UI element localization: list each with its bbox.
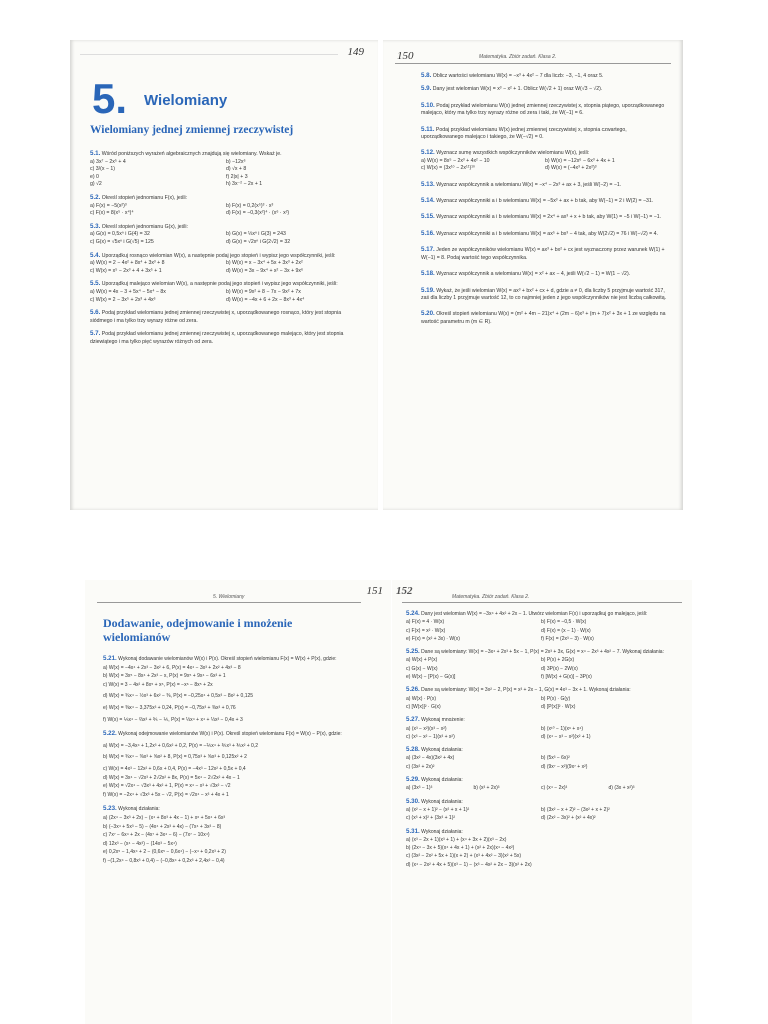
exercise-list — [90, 150, 362, 351]
exercise-5-22: 5.22. Wykonaj odejmowanie wielomianów W(x) i P(x). Określ stopień wielomianu F(x) = W(x) − P(x), gdzie: a) W(x) = −3,4x⁴ + 1,2x³ + 0,6x² + 0,2, P(x) = −⅖x⁴ + ⅗x³ + ⅗x² + 0,2 b) W(x) = ¾x⁴ − ⅜x³ + ⅝x² + 8, P(x) = 0,75x³ + ⅝x³ + 0,125x² + 2 c) W(x) = 4x³ − 12x² + 0,6x + 0,4, P(x) = −4x³ − 12x² + 0,5x + 0,4 d) W(x) = 3x⁴ − √2x³ + 2√2x² + 8x, P(x) = 5x⁴ − 2√2x² + 4x − 1 e) W(x) = √2x⁴ − √3x³ + 4x² + 1, P(x) = x⁴ − x³ + √3x² − √2 f) W(x) = −2x⁴ + √3x³ + 5x − √2, P(x) = √2x⁴ − x³ + 4x + 1 — [103, 730, 342, 798]
exercise-5-8: 5.8. Oblicz wartości wielomianu W(x) = −x³ + 4x² − 7 dla liczb: −3, −1, 4 oraz 5. — [421, 72, 604, 79]
page-number: 150 — [397, 50, 414, 62]
chapter-title: Wielomiany — [144, 92, 228, 109]
page-150 — [383, 40, 683, 510]
exercise-5-2: 5.2. Określ stopień jednomianu F(x), jeśli: a) F(x) = −5(x²)³ b) F(x) = 0,2(x⁵)³ · x³ c) F(x) = 8(x⁵ · x⁴)⁴ d) F(x) = −0,3(x²)⁴ · (x⁶ · x²) — [90, 193, 290, 217]
page-151 — [85, 580, 391, 1024]
exercise-5-4: 5.4. Uporządkuj rosnąco wielomian W(x), a następnie podaj jego stopień i wypisz jego współczynniki, jeśli: a) W(x) = 2 − 4x² + 8x⁴ + 3x³ + 8 b) W(x) = x − 3x⁴ + 5x + 3x³ + 2x² c) W(x) = x⁵ − 2x³ + 4 + 3x⁵ + 1 d) W(x) = 3x − 9x⁴ + x² − 3x + 9x⁶ — [90, 251, 336, 274]
exercise-5-10: 5.10. Podaj przykład wielomianu W(x) jednej zmiennej rzeczywistej x, stopnia piątego, uporządkowanego malejąco, który ma tylko trzy wyrazy różne od zera i taki, że W(−1) = 6. — [421, 101, 665, 117]
page-number: 149 — [347, 46, 364, 58]
exercise-5-1: 5.1. Wśród poniższych wyrażeń algebraicznych znajdują się wielomiany. Wskaż je. a) 3x⁷ − 2x⁵ + 4 b) −12x⁶ c) 3/(x − 1) d) √x + 8 e) 0 f) 2|x| + 3 g) √2 h) 3x⁻² − 2x + 1 — [90, 150, 282, 188]
page-149 — [70, 40, 378, 510]
exercise-5-26: 5.26. Dane są wielomiany: W(x) = 3x² − 2, P(x) = x³ + 2x − 1, G(x) = 4x³ − 3x + 1. Wykonaj działania: a) W(x) · P(x) b) P(x) · G(y) c) [W(x)]² · G(x) d) [P(x)]² · W(x) — [406, 686, 631, 710]
exercise-5-19: 5.19. Wykaż, że jeśli wielomian W(x) = ax³ + bx² + cx + d, gdzie a ≠ 0, dla liczby 5 przyjmuje wartość 317, zaś dla liczby 1 przyjmuje wartość 12, to co najmniej jeden z jego współczynników nie jest liczbą całkowitą. — [421, 286, 667, 301]
exercise-5-11: 5.11. Podaj przykład wielomianu W(x) jednej zmiennej rzeczywistej x, stopnia czwartego, uporządkowanego malejąco i takiego, że W(−√2) = 0. — [421, 125, 627, 141]
exercise-5-3: 5.3. Określ stopień jednomianu G(x), jeśli: a) G(x) = 0,5xⁿ i G(4) = 32 b) G(x) = ⅓xⁿ i G(3) = 243 c) G(x) = √5xⁿ i G(√5) = 125 d) G(x) = √2xⁿ i G(2√2) = 32 — [90, 222, 291, 245]
section-title: Dodawanie, odejmowanie i mnożenie wielomianów — [103, 616, 293, 644]
exercise-5-29: 5.29. Wykonaj działania: a) (3x³ − 1)³ b) (x³ + 2x)³ c) (x⁴ − 2x)³ d) (3x + x²)³ — [406, 776, 635, 792]
exercise-5-15: 5.15. Wyznacz współczynniki a i b wielomianu W(x) = 2x⁴ + ax³ + x + b tak, aby W(1) = −5 i W(−1) = −1. — [421, 213, 662, 221]
page-number: 152 — [396, 585, 413, 597]
header-rule — [402, 602, 682, 603]
exercise-5-16: 5.16. Wyznacz współczynniki a i b wielomianu W(x) = ax⁵ + bx³ − 4 tak, aby W(2√2) = 76 i W(−√2) = 4. — [421, 229, 658, 237]
exercise-list — [406, 610, 676, 874]
exercise-list — [421, 72, 669, 331]
exercise-5-25: 5.25. Dane są wielomiany: W(x) = −3x⁴ + 2x³ + 5x − 1, P(x) = 2x³ + 3x, G(x) = x⁴ − 2x³ + 4x² − 7. Wykonaj działania: a) W(x) + P(x) b) P(x) + 2G(x) c) G(x) − W(x) d) 3P(x) − 2W(x) e) W(x) − [P(x) − G(x)] f) [W(x) + G(x)] − 3P(x) — [406, 648, 664, 681]
exercise-5-28: 5.28. Wykonaj działania: a) (3x² − 4x)(3x² + 4x) b) (5x³ − 6x)² c) (3x² + 2x)² d) (9x⁷ − x²)(9x⁷ + x²) — [406, 746, 588, 770]
exercise-5-14: 5.14. Wyznacz współczynniki a i b wielomianu W(x) = −5x³ + ax + b tak, aby W(−1) = 2 i W(2) = −31. — [421, 197, 654, 205]
header-rule — [80, 54, 338, 55]
exercise-5-13: 5.13. Wyznacz współczynnik a wielomianu W(x) = −x⁴ − 2x³ + ax + 3, jeśli W(−2) = −1. — [421, 180, 622, 188]
exercise-5-20: 5.20. Określ stopień wielomianu W(x) = (m² + 4m − 21)x⁴ + (2m − 6)x³ + (m + 7)x² + 3x + 1 ze względu na wartość parametru m (m ∈ R). — [421, 310, 666, 325]
exercise-5-5: 5.5. Uporządkuj malejąco wielomian W(x), a następnie podaj jego stopień i wypisz jego współczynniki, jeśli: a) W(x) = 4x − 3 + 5x⁴ − 5x⁴ − 8x b) W(x) = 9x² + 8 − 7x − 9x² + 7x c) W(x) = 2 − 3x⁵ + 2x³ + 4x⁶ d) W(x) = −4x + 6 + 2x − 8x³ + 4x⁴ — [90, 280, 338, 303]
section-title: Wielomiany jednej zmiennej rzeczywistej — [90, 124, 294, 136]
exercise-5-17: 5.17. Jeden ze współczynników wielomianu W(x) = ax³ + bx² + cx jest wyznaczony przez warunek W(1) + W(−1) = 8. Podaj wartość tego współczynnika. — [421, 246, 665, 261]
running-head: Matematyka. Zbiór zadań. Klasa 2. — [479, 54, 557, 60]
header-rule — [97, 602, 361, 603]
exercise-5-9: 5.9. Dany jest wielomian W(x) = x³ − x² + 1. Oblicz W(√2 + 1) oraz W(√3 − √2). — [421, 85, 603, 93]
exercise-5-31: 5.31. Wykonaj działania: a) (x³ − 2x + 1)(x³ + 1) + (x⁴ + 3x + 2)(x³ − 2x) b) (2x⁴ − 3x + 5)(x⁴ + 4x + 1) + (x² + 2x)(x⁴ − 4x²) c) (3x² − 2x² + 5x + 1)(x + 2) + (x³ + 4x² − 3)(x² + 5x) d) (x⁴ − 2x² + 4x + 5)(x³ − 1) − (x³ − 4x² + 2x − 3)(x² + 2x) — [406, 827, 532, 868]
page-152 — [392, 580, 692, 1024]
exercise-list — [103, 655, 375, 870]
running-head: Matematyka. Zbiór zadań. Klasa 2. — [452, 594, 530, 600]
running-head: 5. Wielomiany — [213, 594, 245, 600]
exercise-5-24: 5.24. Dany jest wielomian W(x) = −3x⁴ + 4x² + 2x − 1. Utwórz wielomian F(x) i uporządkuj go malejąco, jeśli: a) F(x) = 4 · W(x) b) F(x) = −0,5 · W(x) c) F(x) = x² · W(x) d) F(x) = (x − 1) · W(x) e) F(x) = (x² + 3x) · W(x) f) F(x) = (2x³ − 3) · W(x) — [406, 610, 648, 642]
exercise-5-18: 5.18. Wyznacz współczynnik a wielomianu W(x) = x² + ax − 4, jeśli W(√2 − 1) = W(1 − √2). — [421, 270, 631, 278]
exercise-5-12: 5.12. Wyznacz sumę wszystkich współczynników wielomianu W(x), jeśli: a) W(x) = 8x⁵ − 2x³ + 4x² − 10 b) W(x) = −12x⁶ − 6x³ + 4x + 1 c) W(x) = (3x¹⁰ − 2x¹¹)¹⁰ d) W(x) = (−4x³ + 2x²)³ — [421, 149, 615, 172]
exercise-5-23: 5.23. Wykonaj działania: a) (2x⁴ − 3x³ + 2x) − (x⁴ + 8x³ + 4x − 1) + x⁶ + 5x⁴ + 6x³ b) (−3x⁴ + 5x³ − 5) − (4x⁴ + 2x³ + 4x) − (7x⁴ + 3x³ − 8) c) 7x⁷ − 6x⁴ + 2x − (4x⁷ + 3x⁴ − 6) − (7x⁷ − 10x⁴) d) 12x³ − (x⁴ − 4x³) − (14x³ − 5x⁴) e) 0,2x⁵ − 1,4x⁴ + 2 − (0,6x⁵ − 0,6x⁴) − (−x⁴ + 0,2x³ + 2) f) −(1,2x⁴ − 0,8x³ + 0,4) − (−0,8x⁴ + 0,2x³ + 2,4x² − 0,4) — [103, 805, 226, 864]
exercise-5-30: 5.30. Wykonaj działania: a) (x² − x + 1)² − (x² + x + 1)² b) (3x² − x + 2)² − (3x² + x + 2)² c) (x³ + x)² + (3x³ + 1)² d) (2x² − 3x)² + (x² + 4x)² — [406, 797, 610, 822]
exercise-5-27: 5.27. Wykonaj mnożenie: a) (x³ − x²)(x³ − x²) b) (x¹⁰ − 1)(x⁶ + x⁴) c) (x³ − x² − 1)(x³ + x²) d) (x⁴ − x³ − x²)(x² + 1) — [406, 716, 591, 740]
exercise-5-6: 5.6. Podaj przykład wielomianu jednej zmiennej rzeczywistej x, uporządkowanego rosnąco, który jest stopnia siódmego i ma tylko trzy wyrazy różne od zera. — [90, 309, 342, 324]
page-number: 151 — [366, 585, 383, 597]
exercise-5-7: 5.7. Podaj przykład wielomianu jednej zmiennej rzeczywistej x, uporządkowanego malejąco, który jest stopnia dziewiątego i ma tylko pięć wyrazów różnych od zera. — [90, 330, 344, 345]
chapter-number: 5. — [92, 75, 128, 122]
exercise-5-21: 5.21. Wykonaj dodawanie wielomianów W(x) i P(x). Określ stopień wielomianu F(x) = W(x) + P(x), gdzie: a) W(x) = −4x⁴ + 2x³ − 3x² + 6, P(x) = 4x⁴ − 3x³ + 2x² + 4x³ − 8 b) W(x) = 3x⁵ − 8x⁴ + 2x³ − x, P(x) = 9x⁵ + 9x⁴ − 6x³ + 1 c) W(x) = 3 − 4x² + 8x⁵ + x⁶, P(x) = −x⁶ − 8x⁵ + 2x d) W(x) = ¾x⁴ − ½x³ + 6x² − ⅜, P(x) = −0,25x⁴ + 0,5x³ − 8x² + 0,125 e) W(x) = ⅜x⁴ − 3,375x³ + 0,24, P(x) = −0,75x³ + ⅜x³ + 0,76 f) W(x) = ⅙x⁴ − ⅔x³ + ⅗ − ⅕, P(x) = ⅓x⁴ + x⁴ + ⅓x³ − 0,4x + 3 — [103, 655, 337, 723]
header-rule — [395, 63, 671, 64]
